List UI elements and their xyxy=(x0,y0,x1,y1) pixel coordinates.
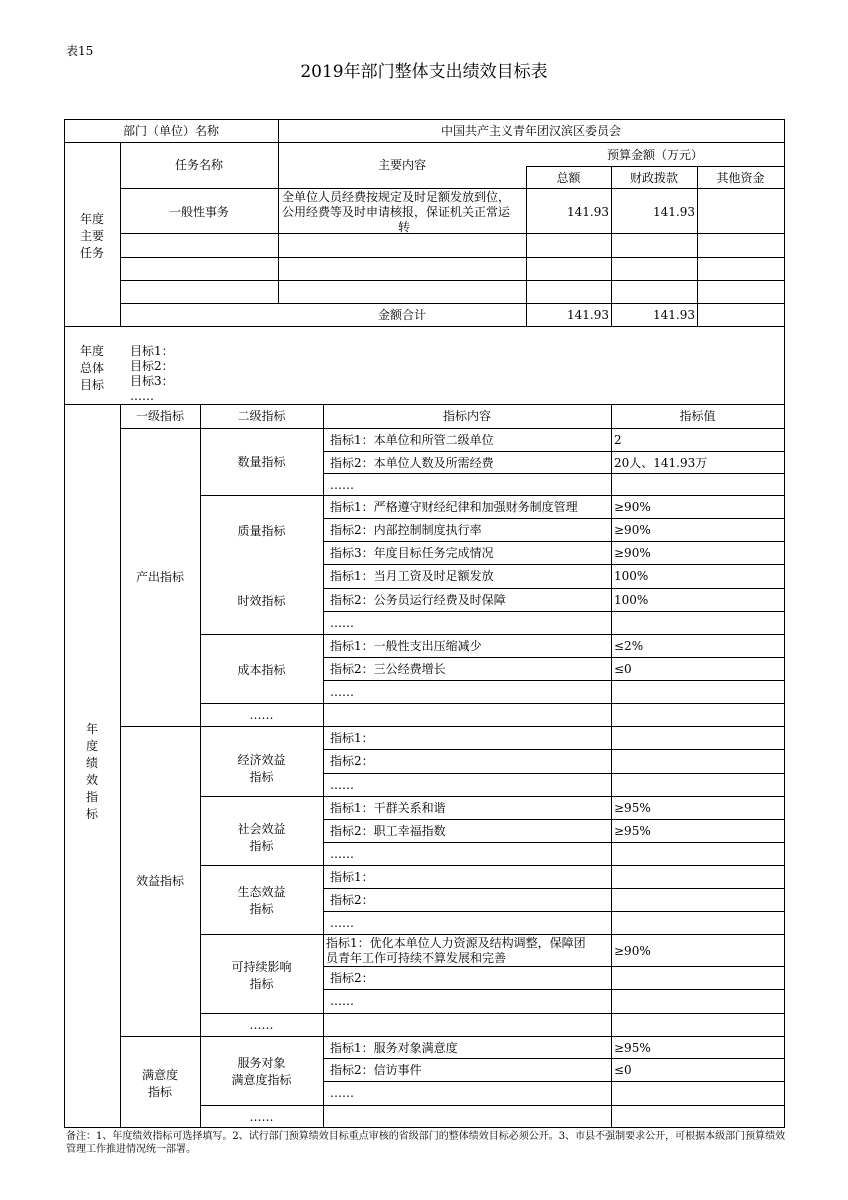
grid-line xyxy=(120,726,785,727)
grid-line xyxy=(323,680,785,681)
indicator-value: 100% xyxy=(614,593,649,607)
indicator-content: 指标1：本单位和所管二级单位 xyxy=(330,433,494,447)
level2-service: 满意度指标 xyxy=(231,1073,292,1087)
grid-line xyxy=(526,166,785,167)
grid-line xyxy=(323,989,785,990)
indicator-content: 指标2：职工幸福指数 xyxy=(330,824,446,838)
sum-fiscal: 141.93 xyxy=(653,308,695,322)
col-header-level2: 二级指标 xyxy=(237,409,286,423)
col-header-task: 任务名称 xyxy=(174,158,223,172)
overall-goal-line: 目标3： xyxy=(130,374,174,388)
footnote: 备注：1、年度绩效指标可选择填写。2、试行部门预算绩效目标重点审核的省级部门的整体绩效目标必须公开。3、市县不强制要求公开，可根据本级部门预算绩效管理工作推进情况统一部署。 xyxy=(66,1131,786,1155)
grid-line xyxy=(323,842,785,843)
grid-line xyxy=(784,119,785,1128)
col-header-fiscal: 财政拨款 xyxy=(629,171,678,185)
col-header-content: 指标内容 xyxy=(442,409,491,423)
section-label-performance: 标 xyxy=(85,807,98,821)
overall-goal-line: 目标1： xyxy=(130,344,174,358)
grid-line xyxy=(323,473,785,474)
dept-value: 中国共产主义青年团汉滨区委员会 xyxy=(440,124,621,138)
grid-line xyxy=(611,166,612,327)
sum-label: 金额合计 xyxy=(377,308,426,322)
grid-line xyxy=(611,404,612,1128)
indicator-value: 100% xyxy=(614,569,649,583)
section-label-overall-goals: 目标 xyxy=(79,378,104,392)
grid-line xyxy=(323,819,785,820)
col-header-other: 其他资金 xyxy=(716,171,765,185)
task-content: 全单位人员经费按规定及时足额发放到位， xyxy=(282,190,511,204)
page-title: 2019年部门整体支出绩效目标表 xyxy=(300,62,548,82)
level2-social: 社会效益 xyxy=(237,822,286,836)
indicator-content: …… xyxy=(330,1086,354,1100)
indicator-content: 指标2：本单位人数及所需经费 xyxy=(330,456,494,470)
section-label-performance: 指 xyxy=(85,790,98,804)
task-name: 一般性事务 xyxy=(168,205,229,219)
dept-label: 部门（单位）名称 xyxy=(122,124,219,138)
indicator-value: 2 xyxy=(614,433,622,447)
indicator-content: 指标1： xyxy=(330,870,374,884)
grid-line xyxy=(200,495,785,496)
indicator-content: …… xyxy=(330,478,354,492)
indicator-value: ≥95% xyxy=(614,1041,651,1055)
level2-eco: 生态效益 xyxy=(237,885,286,899)
grid-line xyxy=(323,1058,785,1059)
grid-line xyxy=(200,934,785,935)
indicator-content: …… xyxy=(330,616,354,630)
level2-eco: 指标 xyxy=(249,902,274,916)
task-content: 转 xyxy=(397,220,410,234)
indicator-content: …… xyxy=(330,994,354,1008)
section-label-annual-tasks: 主要 xyxy=(79,229,104,243)
indicator-content: 指标3：年度目标任务完成情况 xyxy=(330,546,494,560)
table-label: 表15 xyxy=(66,44,94,58)
indicator-value: ≥90% xyxy=(614,944,651,958)
level2-time: 时效指标 xyxy=(237,594,286,608)
level2-etc: …… xyxy=(249,1110,274,1124)
indicator-value: ≥90% xyxy=(614,523,651,537)
col-header-content: 主要内容 xyxy=(377,158,426,172)
grid-line xyxy=(200,865,785,866)
col-header-value: 指标值 xyxy=(679,409,716,423)
grid-line xyxy=(323,518,785,519)
indicator-content: 指标1：服务对象满意度 xyxy=(330,1041,458,1055)
grid-line xyxy=(200,1105,324,1106)
level2-economic: 指标 xyxy=(249,770,274,784)
level2-social: 指标 xyxy=(249,839,274,853)
indicator-content: 指标2：信访事件 xyxy=(330,1063,422,1077)
grid-line xyxy=(120,404,121,1128)
grid-line xyxy=(120,303,785,304)
level2-quality: 质量指标 xyxy=(237,524,286,538)
grid-line xyxy=(200,634,785,635)
grid-line xyxy=(323,404,324,1128)
indicator-content: 指标2： xyxy=(330,971,374,985)
level2-quantity: 数量指标 xyxy=(237,455,286,469)
indicator-value: 20人、141.93万 xyxy=(614,456,708,470)
level2-service: 服务对象 xyxy=(237,1056,286,1070)
grid-line xyxy=(323,911,785,912)
indicator-value: ≤2% xyxy=(614,639,644,653)
grid-line xyxy=(64,326,785,327)
grid-line xyxy=(200,1013,324,1014)
section-label-performance: 度 xyxy=(85,739,98,753)
level2-cost: 成本指标 xyxy=(237,663,286,677)
indicator-content: 指标2：公务员运行经费及时保障 xyxy=(330,593,506,607)
level1-benefit: 效益指标 xyxy=(135,874,184,888)
grid-line xyxy=(323,541,785,542)
level1-output: 产出指标 xyxy=(135,570,184,584)
grid-line xyxy=(323,451,785,452)
indicator-content: 指标1：严格遵守财经纪律和加强财务制度管理 xyxy=(330,500,578,514)
grid-line xyxy=(120,280,785,281)
section-label-performance: 绩 xyxy=(85,756,98,770)
grid-line xyxy=(323,888,785,889)
grid-line xyxy=(323,657,785,658)
grid-line xyxy=(323,588,785,589)
grid-line xyxy=(697,166,698,327)
level2-sustain: 可持续影响 xyxy=(231,960,292,974)
overall-goal-line: …… xyxy=(130,389,154,403)
grid-line xyxy=(323,749,785,750)
section-label-performance: 效 xyxy=(85,773,98,787)
grid-line xyxy=(120,257,785,258)
indicator-content: 指标2：三公经费增长 xyxy=(330,662,446,676)
grid-line xyxy=(120,428,785,429)
grid-line xyxy=(200,796,785,797)
grid-line xyxy=(323,966,785,967)
section-label-annual-tasks: 任务 xyxy=(79,246,104,260)
grid-line xyxy=(323,773,785,774)
indicator-content: 指标1：优化本单位人力资源及结构调整，保障团 xyxy=(326,936,586,950)
grid-line xyxy=(64,119,785,120)
indicator-content: 员青年工作可持续不算发展和完善 xyxy=(326,951,507,965)
level1-satisfaction: 指标 xyxy=(147,1085,172,1099)
indicator-content: …… xyxy=(330,847,354,861)
grid-line xyxy=(200,703,324,704)
indicator-value: ≤0 xyxy=(614,1063,632,1077)
indicator-value: ≥90% xyxy=(614,546,651,560)
indicator-content: 指标2： xyxy=(330,754,374,768)
grid-line xyxy=(64,119,65,1128)
task-total: 141.93 xyxy=(567,205,609,219)
task-content: 公用经费等及时申请核报，保证机关正常运 xyxy=(282,205,511,219)
level2-sustain: 指标 xyxy=(249,977,274,991)
indicator-content: …… xyxy=(330,685,354,699)
indicator-content: 指标2：内部控制制度执行率 xyxy=(330,523,482,537)
indicator-value: ≤0 xyxy=(614,662,632,676)
overall-goal-line: 目标2： xyxy=(130,359,174,373)
grid-line xyxy=(64,142,785,143)
section-label-annual-tasks: 年度 xyxy=(79,212,104,226)
indicator-content: 指标1：一般性支出压缩减少 xyxy=(330,639,482,653)
col-header-budget: 预算金额（万元） xyxy=(606,148,703,162)
grid-line xyxy=(323,1081,785,1082)
section-label-overall-goals: 年度 xyxy=(79,344,104,358)
level2-etc: …… xyxy=(249,708,274,722)
col-header-total: 总额 xyxy=(556,171,581,185)
indicator-value: ≥95% xyxy=(614,824,651,838)
indicator-content: 指标1：干群关系和谐 xyxy=(330,801,446,815)
indicator-content: …… xyxy=(330,778,354,792)
grid-line xyxy=(526,166,527,327)
grid-line xyxy=(120,1036,785,1037)
indicator-content: 指标1： xyxy=(330,731,374,745)
level1-satisfaction: 满意度 xyxy=(141,1068,178,1082)
level2-etc: …… xyxy=(249,1018,274,1032)
indicator-value: ≥90% xyxy=(614,500,651,514)
task-fiscal: 141.93 xyxy=(653,205,695,219)
col-header-level1: 一级指标 xyxy=(135,409,184,423)
indicator-value: ≥95% xyxy=(614,801,651,815)
indicator-content: …… xyxy=(330,916,354,930)
indicator-content: 指标2： xyxy=(330,893,374,907)
grid-line xyxy=(120,188,785,189)
sum-total: 141.93 xyxy=(567,308,609,322)
grid-line xyxy=(64,1127,785,1128)
section-label-performance: 年 xyxy=(85,722,98,736)
grid-line xyxy=(323,564,785,565)
grid-line xyxy=(64,404,785,405)
indicator-content: 指标1：当月工资及时足额发放 xyxy=(330,569,494,583)
level2-economic: 经济效益 xyxy=(237,753,286,767)
grid-line xyxy=(323,611,785,612)
section-label-overall-goals: 总体 xyxy=(79,361,104,375)
